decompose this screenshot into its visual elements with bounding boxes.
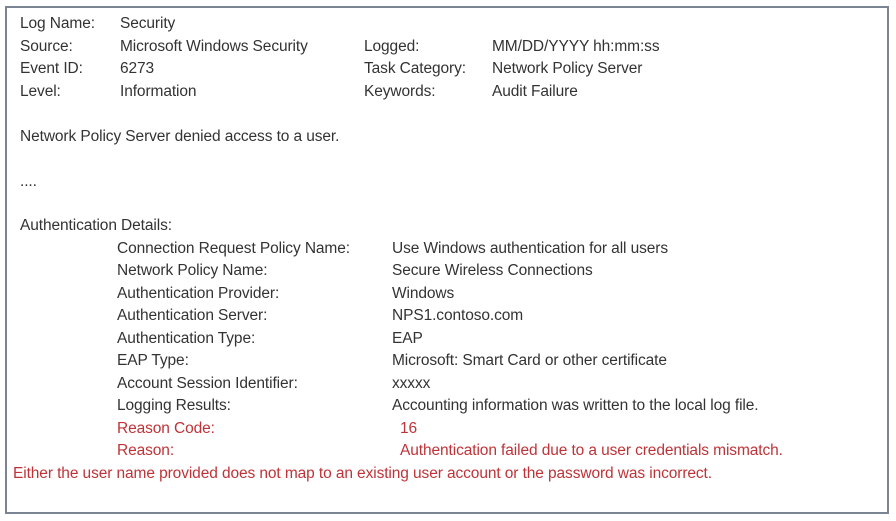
error-explanation: Either the user name provided does not map to an existing user account or the password was incorrect. — [13, 464, 712, 482]
section-title: Authentication Details: — [20, 217, 172, 234]
detail-value: Use Windows authentication for all users — [392, 239, 668, 257]
event-id-value: 6273 — [120, 60, 155, 77]
detail-value: Accounting information was written to the local log file. — [392, 397, 759, 414]
detail-label: EAP Type: — [117, 352, 189, 369]
log-name-value: Security — [120, 15, 176, 32]
source-label: Source: — [20, 37, 73, 55]
detail-row-logging-results — [117, 395, 877, 418]
metadata-row-level-keywords — [20, 81, 877, 104]
detail-row-account-session-identifier — [117, 373, 877, 396]
detail-value: NPS1.contoso.com — [392, 307, 524, 324]
detail-row-network-policy-name — [117, 260, 877, 283]
keywords-label: Keywords: — [364, 82, 436, 100]
detail-row-eap-type — [117, 350, 877, 373]
detail-label: Reason Code: — [117, 419, 215, 437]
detail-label: Network Policy Name: — [117, 262, 268, 279]
keywords-value: Audit Failure — [492, 82, 578, 100]
event-description: Network Policy Server denied access to a user. — [20, 128, 340, 145]
level-value: Information — [120, 82, 197, 100]
detail-value: EAP — [392, 329, 423, 347]
logged-value: MM/DD/YYYY hh:mm:ss — [492, 37, 660, 55]
detail-row-authentication-server — [117, 305, 877, 328]
metadata-row-source-logged — [20, 36, 877, 59]
spacer-value — [492, 13, 877, 36]
detail-label: Logging Results: — [117, 397, 231, 414]
event-log-exhibit — [5, 6, 889, 514]
detail-value: Microsoft: Smart Card or other certificate — [392, 352, 667, 369]
detail-label: Authentication Server: — [117, 307, 268, 324]
level-label: Level: — [20, 82, 61, 100]
detail-label: Authentication Provider: — [117, 284, 280, 302]
detail-value: 16 — [400, 419, 418, 437]
log-name-label: Log Name: — [20, 15, 95, 32]
authentication-details — [20, 238, 877, 463]
metadata-row-log-name — [20, 13, 877, 36]
detail-row-connection-request-policy — [117, 238, 877, 261]
task-category-label: Task Category: — [364, 60, 466, 77]
detail-row-authentication-provider — [117, 283, 877, 306]
detail-row-reason-code — [117, 418, 877, 441]
detail-value: Windows — [392, 284, 455, 302]
detail-value: Authentication failed due to a user credentials mismatch. — [400, 442, 783, 459]
event-metadata — [20, 13, 877, 103]
detail-label: Connection Request Policy Name: — [117, 239, 350, 257]
spacer-label — [364, 13, 492, 36]
detail-label: Authentication Type: — [117, 329, 256, 347]
logged-label: Logged: — [364, 37, 420, 55]
detail-label: Account Session Identifier: — [117, 374, 298, 392]
detail-value: xxxxx — [392, 374, 431, 392]
event-id-label: Event ID: — [20, 60, 83, 77]
detail-row-reason — [117, 440, 877, 463]
detail-row-authentication-type — [117, 328, 877, 351]
truncation-ellipsis: .... — [20, 172, 37, 190]
metadata-row-eventid-taskcategory — [20, 58, 877, 81]
detail-label: Reason: — [117, 442, 175, 459]
task-category-value: Network Policy Server — [492, 60, 643, 77]
detail-value: Secure Wireless Connections — [392, 262, 593, 279]
source-value: Microsoft Windows Security — [120, 37, 308, 55]
